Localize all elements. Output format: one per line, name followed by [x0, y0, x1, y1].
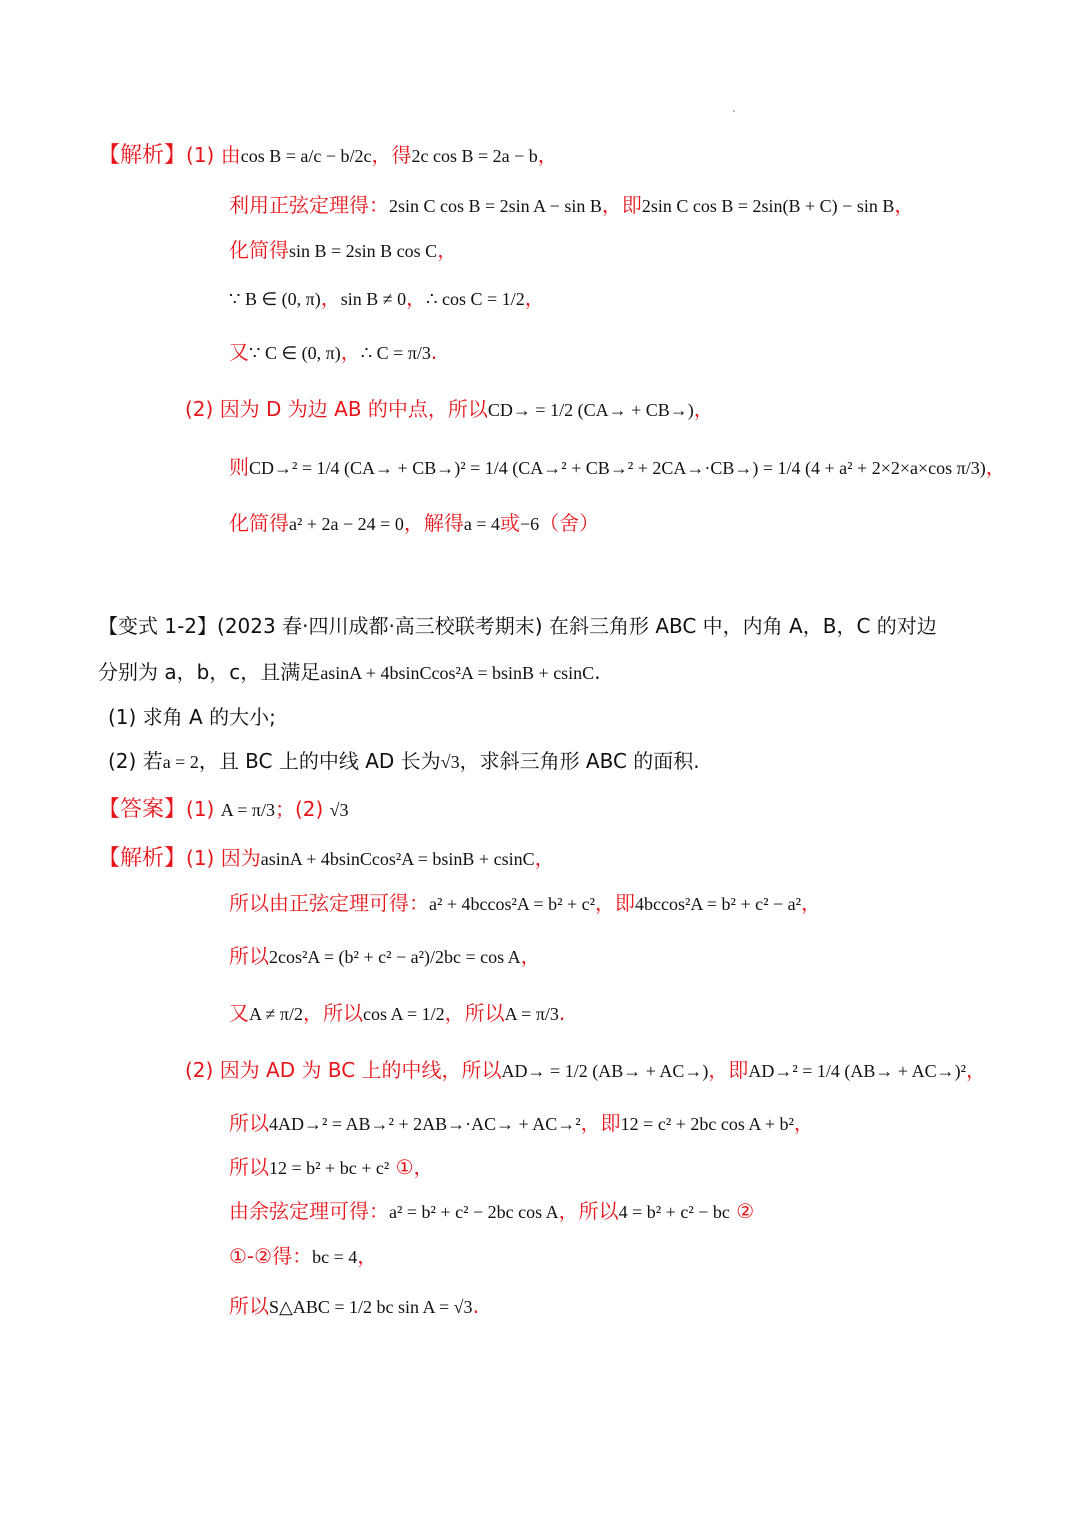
section2-line [229, 1111, 814, 1136]
text-run: (1) 因为 [186, 846, 261, 870]
text-run: 利用正弦定理得： [229, 193, 389, 217]
text-run: 所以由正弦定理可得： [229, 891, 429, 915]
text-run: ，即 [595, 891, 636, 915]
math-expression: √3 [329, 800, 349, 820]
text-run: ， [357, 1244, 378, 1268]
math-expression: a² = b² + c² − 2bc cos A [389, 1202, 559, 1222]
text-run: ， [894, 193, 915, 217]
text-run: ， [965, 1058, 986, 1082]
text-run: ， [793, 1111, 814, 1135]
section2-line [229, 944, 541, 969]
math-expression: 2sin C cos B = 2sin(B + C) − sin B [641, 196, 895, 216]
scan-speck [733, 110, 735, 112]
text-run: 所以 [229, 1111, 269, 1135]
text-run: . [430, 340, 438, 364]
text-run: 【变式 1-2】(2023 春·四川成都·高三校联考期末) 在斜三角形 ABC 中，内角 A，B，C 的对边 [98, 614, 937, 638]
text-run: ， [437, 238, 458, 262]
math-expression: 12 = b² + bc + c² [269, 1158, 390, 1178]
text-run: 化简得 [229, 511, 289, 535]
section2-line [229, 1244, 377, 1269]
text-run: 【解析】 [98, 143, 187, 168]
section2-line [229, 1001, 565, 1026]
text-run: . [558, 1001, 566, 1025]
section2-line [98, 614, 937, 639]
math-expression: 4 = b² + c² − bc [618, 1202, 730, 1222]
text-run: ，即 [601, 193, 642, 217]
text-run: ①， [389, 1155, 434, 1179]
text-run: 又 [229, 340, 249, 364]
math-expression: CD→² = 1/4 (CA→ + CB→)² = 1/4 (CA→² + CB→² + 2CA→·CB→) = 1/4 (4 + a² + 2×2×a×cos π/3) [249, 458, 986, 478]
math-expression: a = 4 [463, 514, 500, 534]
math-expression: sin B = 2sin B cos C [289, 241, 438, 261]
section2-line [229, 1199, 754, 1224]
math-expression: AD→² = 1/4 (AB→ + AC→)² [748, 1061, 966, 1081]
math-expression: a = 2 [162, 752, 199, 772]
math-expression: 4bccos²A = b² + c² − a² [635, 894, 802, 914]
math-expression: a² + 4bccos²A = b² + c² [429, 894, 596, 914]
section2-line [229, 1155, 434, 1180]
section2-line [229, 891, 821, 916]
text-run: . [594, 660, 601, 684]
text-run: ；(2) [274, 797, 330, 821]
text-run: 化简得 [229, 238, 289, 262]
text-run: ， [524, 286, 545, 310]
math-expression: √3 [440, 752, 460, 772]
text-run: ② [729, 1199, 755, 1223]
text-run: ， [801, 891, 822, 915]
section1-line [98, 143, 558, 168]
section1-line [229, 455, 1006, 480]
section2-line [108, 705, 276, 730]
section1-line [229, 193, 914, 218]
text-run: ，所以 [444, 1001, 505, 1025]
text-run: （舍） [539, 511, 600, 535]
math-expression: sin B ≠ 0 [340, 289, 407, 309]
math-expression: asinA + 4bsinCcos²A = bsinB + csinC [320, 663, 595, 683]
text-run: (1) [186, 797, 221, 821]
section2-line [98, 660, 601, 685]
text-run: (1) 由 [186, 143, 241, 167]
math-expression: A = π/3 [504, 1004, 559, 1024]
math-expression: A ≠ π/2 [249, 1004, 303, 1024]
text-run: 又 [229, 1001, 249, 1025]
text-run: ， [406, 286, 427, 310]
section1-line [229, 511, 599, 536]
math-expression: ∵ B ∈ (0, π) [229, 289, 321, 309]
text-run: ， [537, 143, 558, 167]
text-run: ， [534, 846, 555, 870]
text-run: 则 [229, 455, 249, 479]
text-run: ，即 [580, 1111, 621, 1135]
text-run: ①-②得： [229, 1244, 313, 1268]
section2-line [185, 1058, 986, 1083]
text-run: 由余弦定理可得： [229, 1199, 389, 1223]
text-run: (1) 求角 A 的大小; [108, 705, 276, 729]
text-run: 所以 [229, 944, 269, 968]
text-run: ， [520, 944, 541, 968]
section1-line [229, 286, 545, 311]
section1-line [229, 238, 457, 263]
text-run: (2) 因为 AD 为 BC 上的中线，所以 [185, 1058, 502, 1082]
text-run: 分别为 a，b，c，且满足 [98, 660, 321, 684]
math-expression: cos B = a/c − b/2c [240, 146, 372, 166]
section2-line [108, 749, 700, 774]
math-expression: bc = 4 [312, 1247, 358, 1267]
text-run: ，即 [708, 1058, 749, 1082]
math-expression: 2sin C cos B = 2sin A − sin B [389, 196, 602, 216]
math-expression: ∴ C = π/3 [360, 343, 431, 363]
math-expression: ∴ cos C = 1/2 [426, 289, 525, 309]
section2-line [98, 846, 555, 871]
text-run: ， [693, 397, 714, 421]
math-expression: 4AD→² = AB→² + 2AB→·AC→ + AC→² [269, 1114, 581, 1134]
text-run: ，所以 [558, 1199, 619, 1223]
text-run: ， [340, 340, 361, 364]
math-expression: 12 = c² + 2bc cos A + b² [620, 1114, 794, 1134]
text-run: (2) 若 [108, 749, 163, 773]
math-expression: a² + 2a − 24 = 0 [289, 514, 404, 534]
math-expression: cos A = 1/2 [362, 1004, 445, 1024]
text-run: ， [985, 455, 1006, 479]
text-run: ， [320, 286, 341, 310]
text-run: 所以 [229, 1155, 269, 1179]
math-expression: asinA + 4bsinCcos²A = bsinB + csinC [260, 849, 535, 869]
text-run: ，求斜三角形 ABC 的面积. [459, 749, 700, 773]
text-run: ，且 BC 上的中线 AD 长为 [198, 749, 441, 773]
math-expression: S△ABC = 1/2 bc sin A = √3 [269, 1297, 473, 1317]
math-expression: −6 [519, 514, 540, 534]
math-expression: 2c cos B = 2a − b [411, 146, 538, 166]
math-expression: 2cos²A = (b² + c² − a²)/2bc = cos A [269, 947, 521, 967]
text-run: 或 [499, 511, 520, 535]
math-expression: A = π/3 [220, 800, 275, 820]
text-run: ，所以 [302, 1001, 363, 1025]
math-expression: CD→ = 1/2 (CA→ + CB→) [487, 400, 694, 420]
text-run: ，解得 [403, 511, 464, 535]
section1-line [185, 397, 714, 422]
math-expression: ∵ C ∈ (0, π) [249, 343, 341, 363]
text-run: (2) 因为 D 为边 AB 的中点，所以 [185, 397, 488, 421]
text-run: ，得 [371, 143, 412, 167]
section1-line [229, 340, 437, 365]
section2-line [98, 797, 349, 822]
text-run: 【解析】 [98, 846, 187, 871]
math-expression: AD→ = 1/2 (AB→ + AC→) [501, 1061, 709, 1081]
section2-line [229, 1294, 479, 1319]
text-run: 所以 [229, 1294, 269, 1318]
text-run: 【答案】 [98, 797, 187, 822]
text-run: . [472, 1294, 479, 1318]
